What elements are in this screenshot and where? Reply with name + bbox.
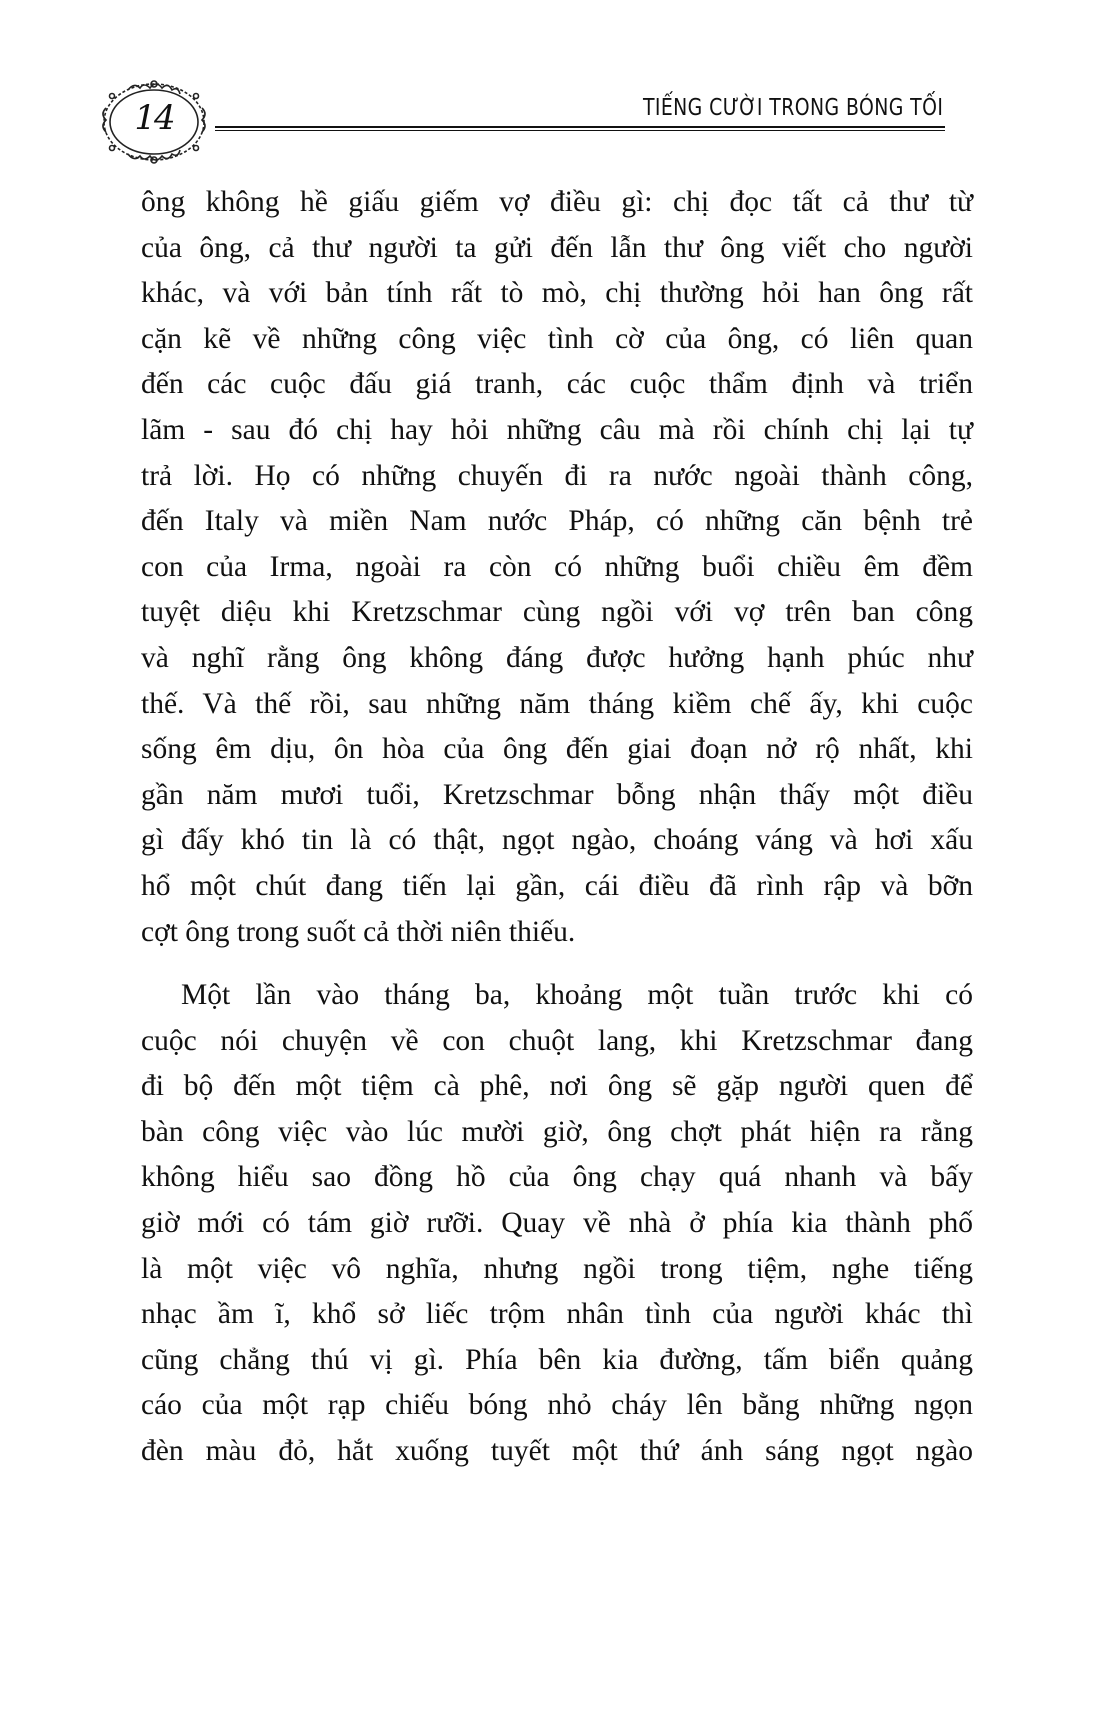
text-line: hổ một chút đang tiến lại gần, cái điều đã rình rập và bỡn	[141, 869, 973, 902]
text-line: con của Irma, ngoài ra còn có những buổi chiều êm đềm	[141, 550, 973, 583]
text-line: cũng chẳng thú vị gì. Phía bên kia đường, tấm biển quảng	[141, 1343, 973, 1376]
text-line: bàn công việc vào lúc mười giờ, ông chợt phát hiện ra rằng	[141, 1115, 973, 1148]
text-line: giờ mới có tám giờ rưỡi. Quay về nhà ở phía kia thành phố	[141, 1207, 973, 1240]
page-header	[0, 0, 1103, 180]
text-line: cặn kẽ về những công việc tình cờ của ông, có liên quan	[141, 322, 973, 355]
text-line: ông không hề giấu giếm vợ điều gì: chị đọc tất cả thư từ	[141, 186, 973, 218]
header-rule-thin	[215, 130, 945, 131]
text-line: và nghĩ rằng ông không đáng được hưởng hạnh phúc như	[141, 641, 973, 674]
text-line: nhạc ầm ĩ, khổ sở liếc trộm nhân tình của người khác thì	[141, 1298, 973, 1331]
text-line: đi bộ đến một tiệm cà phê, nơi ông sẽ gặp người quen để	[141, 1070, 973, 1103]
text-line: cuộc nói chuyện về con chuột lang, khi Kretzschmar đang	[141, 1024, 973, 1057]
page-number: 14	[134, 98, 174, 138]
paragraph-2	[141, 973, 973, 1475]
text-line: trả lời. Họ có những chuyến đi ra nước ngoài thành công,	[141, 459, 973, 492]
paragraph-gap	[141, 955, 973, 973]
text-line: không hiểu sao đồng hồ của ông chạy quá nhanh và bấy	[141, 1161, 973, 1194]
text-line: thế. Và thế rồi, sau những năm tháng kiềm chế ấy, khi cuộc	[141, 687, 973, 720]
text-line: cợt ông trong suốt cả thời niên thiếu.	[141, 915, 576, 948]
paragraph-1	[141, 180, 973, 955]
text-line: gì đấy khó tin là có thật, ngọt ngào, choáng váng và hơi xấu	[141, 824, 973, 857]
text-line: tuyệt diệu khi Kretzschmar cùng ngồi với vợ trên ban công	[141, 596, 973, 629]
text-line: đèn màu đỏ, hắt xuống tuyết một thứ ánh sáng ngọt ngào	[141, 1435, 973, 1468]
running-title: TIẾNG CƯỜI TRONG BÓNG TỐI	[642, 95, 943, 121]
text-line: Một lần vào tháng ba, khoảng một tuần trước khi có	[181, 979, 973, 1012]
text-line: đến các cuộc đấu giá tranh, các cuộc thẩm định và triển	[141, 368, 973, 401]
text-line: sống êm dịu, ôn hòa của ông đến giai đoạn nở rộ nhất, khi	[141, 733, 973, 766]
body-text	[141, 180, 973, 1475]
text-line: của ông, cả thư người ta gửi đến lẫn thư ông viết cho người	[141, 231, 973, 264]
text-line: cáo của một rạp chiếu bóng nhỏ cháy lên bằng những ngọn	[141, 1389, 973, 1422]
text-line: đến Italy và miền Nam nước Pháp, có những căn bệnh trẻ	[141, 505, 973, 538]
text-line: gần năm mươi tuổi, Kretzschmar bỗng nhận thấy một điều	[141, 778, 973, 811]
header-rule	[215, 126, 945, 128]
text-line: là một việc vô nghĩa, nhưng ngồi trong tiệm, nghe tiếng	[141, 1252, 973, 1285]
text-line: lãm - sau đó chị hay hỏi những câu mà rồi chính chị lại tự	[141, 413, 973, 446]
text-line: khác, và với bản tính rất tò mò, chị thường hỏi han ông rất	[141, 277, 973, 310]
